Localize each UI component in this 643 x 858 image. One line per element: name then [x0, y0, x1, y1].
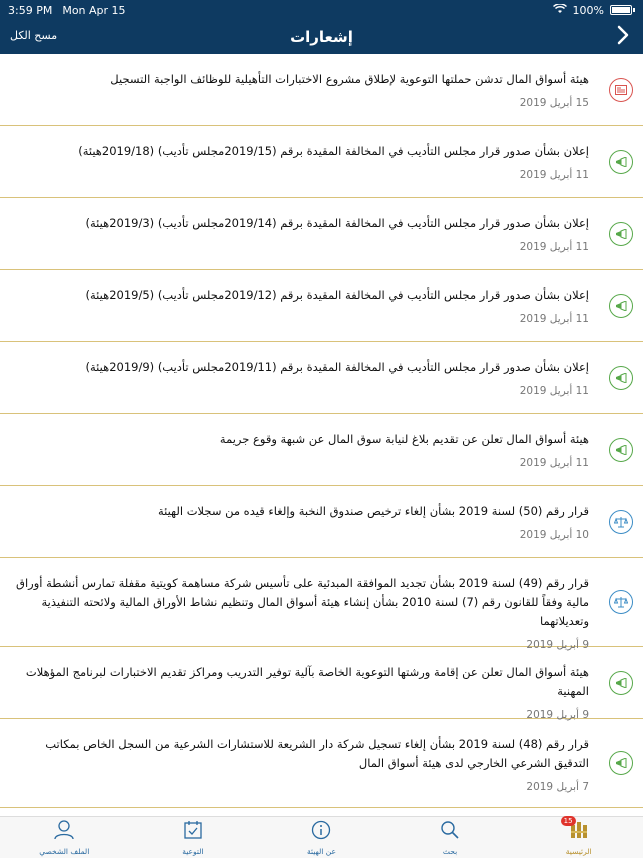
battery-percent: 100% [572, 3, 604, 17]
notification-title: إعلان بشأن صدور قرار مجلس التأديب في المخالفة المقيدة برقم (2019/11مجلس تأديب) (2019/9هيئة) [85, 360, 589, 374]
page-title: إشعارات [290, 28, 353, 46]
list-item[interactable] [0, 719, 643, 808]
nav-bar [0, 20, 643, 54]
scales-icon [609, 510, 633, 534]
tab-label: بحث [442, 846, 458, 856]
notification-date: 11 أبريل 2019 [519, 457, 589, 469]
notification-date: 11 أبريل 2019 [519, 169, 589, 181]
tab-label: التوعية [182, 846, 204, 856]
notification-date: 11 أبريل 2019 [519, 385, 589, 397]
list-item[interactable] [0, 270, 643, 342]
notification-title: قرار رقم (48) لسنة 2019 بشأن إلغاء تسجيل شركة دار الشريعة للاستشارات الشرعية من السجل الخاص بمكاتب التدقيق الشرعي الخارجي لدى هيئة أسواق المال [45, 737, 589, 770]
tab-awareness[interactable] [129, 817, 258, 858]
list-item[interactable] [0, 414, 643, 486]
tab-bar [0, 816, 643, 858]
notification-title: إعلان بشأن صدور قرار مجلس التأديب في المخالفة المقيدة برقم (2019/14مجلس تأديب) (2019/3هيئة) [85, 216, 589, 230]
notification-date: 15 أبريل 2019 [519, 97, 589, 109]
tab-home[interactable] [514, 817, 643, 858]
wifi-icon [553, 4, 567, 17]
scales-icon [609, 590, 633, 614]
info-icon [311, 820, 331, 845]
clear-all-button[interactable]: مسح الكل [10, 29, 58, 42]
list-item[interactable] [0, 198, 643, 270]
megaphone-icon [609, 294, 633, 318]
status-date: Mon Apr 15 [62, 3, 126, 17]
person-icon [53, 820, 75, 845]
status-bar [0, 0, 643, 20]
notification-title: هيئة أسواق المال تعلن عن إقامة ورشتها التوعوية الخاصة بآلية توفير التدريب ومراكز تقديم الاختبارات لبرنامج المؤهلات المهنية [25, 665, 589, 698]
status-time: 3:59 PM [8, 3, 53, 17]
list-item[interactable] [0, 647, 643, 719]
list-item[interactable] [0, 486, 643, 558]
notification-badge: 15 [561, 816, 576, 826]
megaphone-icon [609, 751, 633, 775]
tab-about[interactable] [257, 817, 386, 858]
notification-title: إعلان بشأن صدور قرار مجلس التأديب في المخالفة المقيدة برقم (2019/12مجلس تأديب) (2019/5هيئة) [85, 288, 589, 302]
tab-label: عن الهيئة [307, 846, 336, 856]
news-icon [609, 78, 633, 102]
notification-title: قرار رقم (49) لسنة 2019 بشأن تجديد الموافقة المبدئية على تأسيس شركة مساهمة كويتية مقفلة تمارس أنشطة أوراق مالية وفقاً للقانون رقم (7) لسنة 2010 بشأن إنشاء هيئة أسواق المال وتنظيم نشاط الأوراق المالية ولائحته التنفيذية وتعديلاتهما [16, 576, 589, 628]
megaphone-icon [609, 438, 633, 462]
home-icon [563, 816, 589, 845]
megaphone-icon [609, 222, 633, 246]
list-item[interactable] [0, 342, 643, 414]
chevron-right-icon[interactable] [617, 25, 629, 50]
list-item[interactable] [0, 126, 643, 198]
tab-search[interactable] [386, 817, 515, 858]
megaphone-icon [609, 366, 633, 390]
notification-date: 7 أبريل 2019 [526, 781, 589, 793]
tab-label: الملف الشخصي [39, 846, 90, 856]
notification-date: 9 أبريل 2019 [526, 639, 589, 651]
notification-title: قرار رقم (50) لسنة 2019 بشأن إلغاء ترخيص صندوق النخبة وإلغاء قيده من سجلات الهيئة [157, 504, 589, 518]
list-item[interactable] [0, 54, 643, 126]
notification-title: هيئة أسواق المال تعلن عن تقديم بلاغ لنيابة سوق المال عن شبهة وقوع جريمة [219, 432, 589, 446]
notification-date: 11 أبريل 2019 [519, 313, 589, 325]
notification-date: 9 أبريل 2019 [526, 709, 589, 721]
search-icon [440, 820, 460, 845]
megaphone-icon [609, 150, 633, 174]
tab-profile[interactable] [0, 817, 129, 858]
notifications-list[interactable] [0, 54, 643, 816]
megaphone-icon [609, 671, 633, 695]
tab-label: الرئيسية [565, 846, 592, 856]
notification-title: إعلان بشأن صدور قرار مجلس التأديب في المخالفة المقيدة برقم (2019/15مجلس تأديب) (2019/18هيئة) [78, 144, 589, 158]
battery-icon [610, 5, 632, 15]
calendar-check-icon [183, 820, 203, 845]
notification-date: 11 أبريل 2019 [519, 241, 589, 253]
notification-date: 10 أبريل 2019 [519, 529, 589, 541]
list-item[interactable] [0, 558, 643, 651]
notification-title: هيئة أسواق المال تدشن حملتها التوعوية لإطلاق مشروع الاختبارات التأهيلية للوظائف الواجبة التسجيل [110, 72, 589, 86]
